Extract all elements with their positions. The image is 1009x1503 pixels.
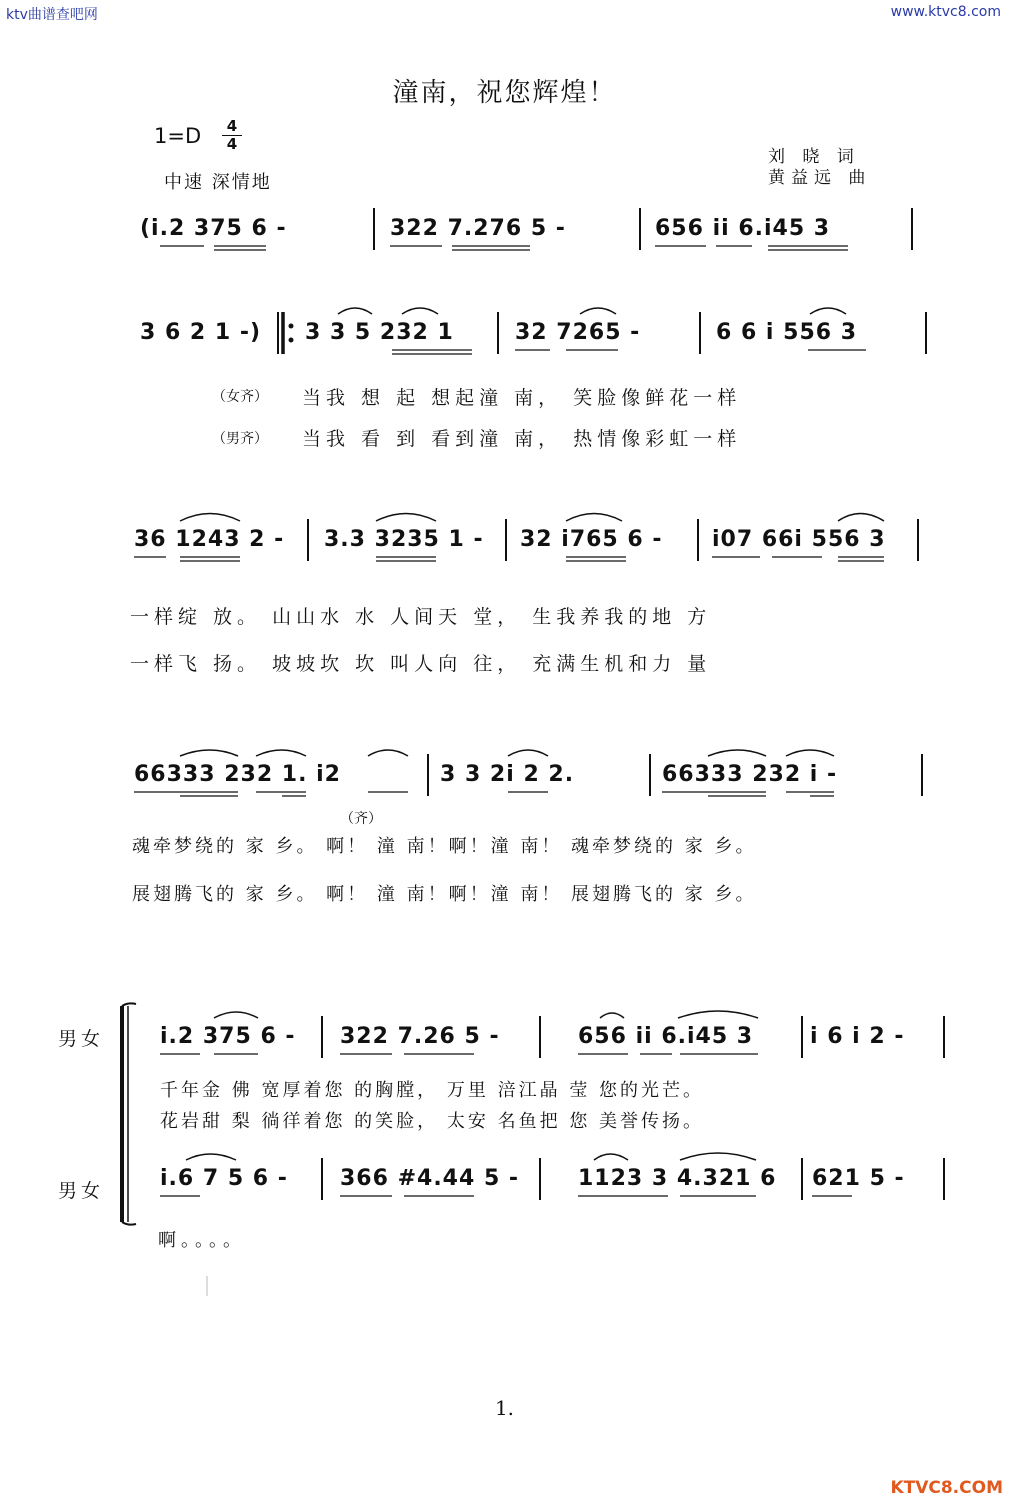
- choir-lyric-1: 千年金 佛 宽厚着您 的胸膛， 万里 涪江晶 莹 您的光芒。: [160, 1080, 705, 1101]
- s3-m3: 32 i765 6 -: [520, 527, 663, 552]
- s1-m1: (i.2 375 6 -: [140, 216, 287, 241]
- choir-lower-m4: 621 5 -: [812, 1166, 905, 1191]
- slurs: [180, 308, 884, 1160]
- s4-lyric-2: 展翅腾飞的 家 乡。 啊！ 潼 南！啊！潼 南！ 展翅腾飞的 家 乡。: [132, 884, 757, 905]
- s4-tag-unison: （齐）: [340, 811, 382, 827]
- s2-lyric-1: 当我 想 起 想起潼 南， 笑脸像鲜花一样: [302, 387, 742, 409]
- s2-lyric-2: 当我 看 到 看到潼 南， 热情像彩虹一样: [302, 428, 742, 450]
- s3-lyric-2: 一样飞 扬。 坡坡坎 坎 叫人向 往， 充满生机和力 量: [130, 653, 712, 675]
- meter-top: 4: [226, 117, 238, 135]
- choir-bracket: [122, 1003, 136, 1224]
- lyricist-credit: 刘 晓 词: [768, 147, 860, 167]
- s2-m3: 32 7265 -: [515, 320, 641, 345]
- choir-upper-m3: 656 ii 6.i45 3: [578, 1024, 754, 1049]
- s3-m1: 36 1243 2 -: [134, 527, 285, 552]
- choir-upper-m2: 322 7.26 5 -: [340, 1024, 500, 1049]
- page-number: 1.: [494, 1396, 515, 1420]
- underlines: [134, 246, 884, 1196]
- s4-lyric-1: 魂牵梦绕的 家 乡。 啊！ 潼 南！啊！潼 南！ 魂牵梦绕的 家 乡。: [132, 836, 757, 857]
- composer-credit: 黄益远 曲: [768, 168, 872, 188]
- barlines: [278, 208, 944, 1200]
- s4-m2: 3 3 2i 2 2.: [440, 762, 575, 787]
- choir-upper-m4: i 6 i 2 -: [810, 1024, 905, 1049]
- choir-lyric-2: 花岩甜 梨 徜徉着您 的笑脸， 太安 名鱼把 您 美誉传扬。: [160, 1111, 705, 1132]
- repeat-dots: [289, 324, 294, 343]
- s2-tag-male: （男齐）: [212, 431, 268, 447]
- s3-m4: i07 66i 556 3: [712, 527, 886, 552]
- key-signature: 1=D: [154, 124, 202, 148]
- s1-m3: 656 ii 6.i45 3: [655, 216, 831, 241]
- choir-lower-m3: 1123 3 4.321 6: [578, 1166, 777, 1191]
- s4-m3: 66333 232 i -: [662, 762, 838, 787]
- brand-logo: KTVC8.COM: [890, 1478, 1003, 1498]
- upper-voice-label: 男女: [58, 1028, 105, 1050]
- lower-voice-label: 男女: [58, 1180, 105, 1202]
- s2-m4: 6 6 i 556 3: [716, 320, 858, 345]
- s3-m2: 3.3 3235 1 -: [324, 527, 484, 552]
- choir-lower-m2: 366 #4.44 5 -: [340, 1166, 520, 1191]
- song-title: 潼南，祝您辉煌！: [392, 78, 617, 108]
- choir-upper-m1: i.2 375 6 -: [160, 1024, 296, 1049]
- watermark-left: ktv曲谱查吧网: [6, 7, 98, 23]
- tempo-marking: 中速 深情地: [164, 172, 272, 193]
- watermark-right: www.ktvc8.com: [890, 4, 1001, 20]
- choir-lower-m1: i.6 7 5 6 -: [160, 1166, 288, 1191]
- s3-lyric-1: 一样绽 放。 山山水 水 人间天 堂， 生我养我的地 方: [130, 606, 712, 628]
- s2-m2: 3 3 5 232 1: [305, 320, 454, 345]
- s2-m1: 3 6 2 1 -): [140, 320, 262, 345]
- s4-m1: 66333 232 1. i2: [134, 762, 341, 787]
- choir-lower-lyric: 啊。。。。: [158, 1230, 246, 1251]
- meter-bottom: 4: [226, 135, 238, 153]
- s1-m2: 322 7.276 5 -: [390, 216, 566, 241]
- s2-tag-female: （女齐）: [212, 389, 268, 405]
